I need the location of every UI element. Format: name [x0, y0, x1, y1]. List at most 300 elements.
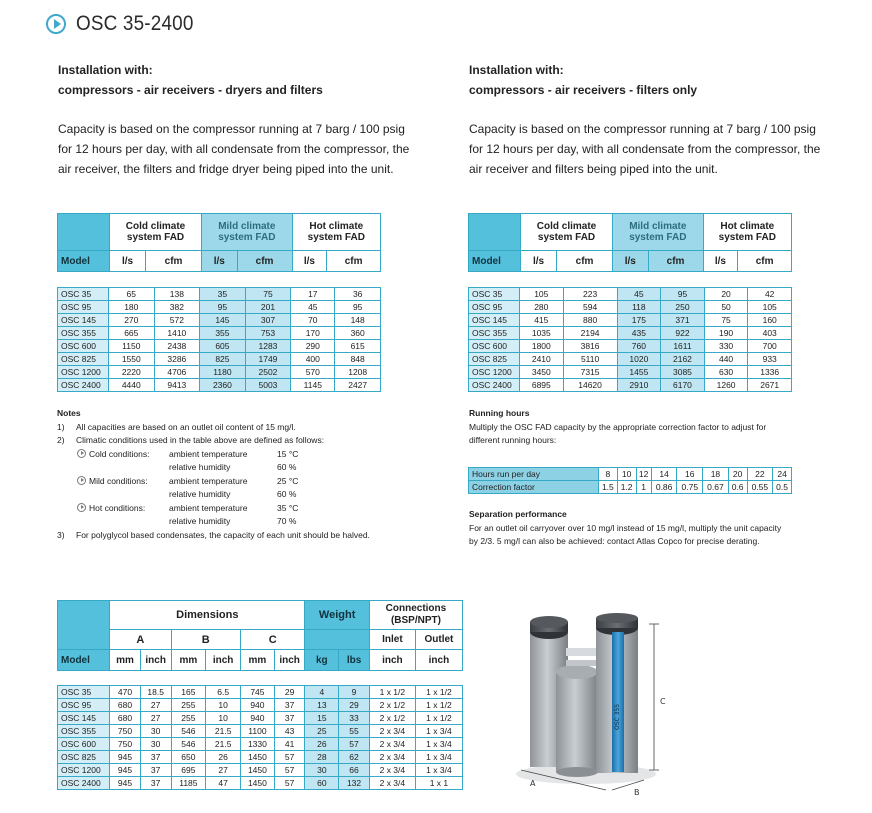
- right-heading-1: Installation with:: [469, 63, 564, 77]
- table-row: [58, 712, 463, 725]
- value-cell: 1455: [617, 366, 661, 379]
- left-paragraph: [58, 119, 418, 179]
- condition-name: Mild conditions:: [89, 475, 148, 486]
- value-cell: 470: [110, 686, 141, 699]
- value-cell: 2 x 1/2: [369, 712, 415, 725]
- model-header: Model: [469, 251, 521, 272]
- hours-row-label: Hours run per day: [469, 468, 599, 481]
- header-cell: [58, 630, 110, 650]
- value-cell: 10: [206, 699, 241, 712]
- table-row: [469, 353, 792, 366]
- value-cell: 180: [109, 301, 155, 314]
- unit-header: cfm: [648, 251, 703, 272]
- model-cell: OSC 1200: [58, 366, 109, 379]
- value-cell: 1 x 1/2: [415, 712, 462, 725]
- value-cell: 1 x 1: [415, 777, 462, 790]
- condition-block: [57, 502, 397, 529]
- model-cell: OSC 95: [58, 301, 109, 314]
- model-cell: OSC 95: [58, 699, 110, 712]
- value-cell: 680: [110, 699, 141, 712]
- value-cell: 18.5: [140, 686, 171, 699]
- value-cell: 1100: [241, 725, 275, 738]
- value-cell: 360: [335, 327, 381, 340]
- outlet-header: Outlet: [415, 630, 462, 650]
- value-cell: 2162: [661, 353, 705, 366]
- unit-header: l/s: [292, 251, 327, 272]
- table-row: [58, 777, 463, 790]
- value-cell: 5003: [245, 379, 291, 392]
- table-row: [58, 327, 381, 340]
- model-cell: OSC 1200: [58, 764, 110, 777]
- hours-cell: 22: [747, 468, 773, 481]
- separation-section: [469, 508, 829, 549]
- hot-climate-header: Hot climate system FAD: [703, 214, 791, 251]
- hours-cell: 20: [728, 468, 747, 481]
- value-cell: 546: [171, 725, 206, 738]
- inlet-header: Inlet: [369, 630, 415, 650]
- left-heading-1: Installation with:: [58, 63, 153, 77]
- value-cell: 1150: [109, 340, 155, 353]
- value-cell: 17: [291, 288, 335, 301]
- table-row: [469, 327, 792, 340]
- note-item: [57, 529, 397, 543]
- value-cell: 1 x 3/4: [415, 738, 462, 751]
- value-cell: 29: [339, 699, 370, 712]
- unit-header: cfm: [738, 251, 792, 272]
- table-row: [58, 699, 463, 712]
- model-cell: OSC 35: [469, 288, 520, 301]
- factor-cell: 1.5: [599, 481, 618, 494]
- humidity-value: 60 %: [277, 489, 297, 499]
- value-cell: 1185: [171, 777, 206, 790]
- value-cell: 2671: [748, 379, 792, 392]
- value-cell: 26: [206, 751, 241, 764]
- humidity-label: relative humidity: [169, 516, 231, 526]
- value-cell: 760: [617, 340, 661, 353]
- table-row: [469, 288, 792, 301]
- play-circle-icon: [77, 476, 86, 485]
- value-cell: 3085: [661, 366, 705, 379]
- value-cell: 1020: [617, 353, 661, 366]
- value-cell: 3450: [520, 366, 564, 379]
- value-cell: 1180: [200, 366, 246, 379]
- note-text: All capacities are based on an outlet oil content of 15 mg/l.: [76, 421, 296, 432]
- value-cell: 695: [171, 764, 206, 777]
- value-cell: 945: [110, 764, 141, 777]
- unit-header: inch: [369, 650, 415, 671]
- humidity-label: relative humidity: [169, 489, 231, 499]
- notes-heading: Notes: [57, 408, 81, 418]
- value-cell: 37: [140, 777, 171, 790]
- value-cell: 371: [661, 314, 705, 327]
- table-row: [58, 301, 381, 314]
- condition-name: Hot conditions:: [89, 502, 146, 513]
- value-cell: 4706: [154, 366, 200, 379]
- value-cell: 29: [274, 686, 305, 699]
- value-cell: 2 x 3/4: [369, 764, 415, 777]
- value-cell: 330: [704, 340, 748, 353]
- table-row: [58, 288, 381, 301]
- value-cell: 2 x 3/4: [369, 725, 415, 738]
- unit-header: cfm: [557, 251, 613, 272]
- table-row: [58, 366, 381, 379]
- unit-header: mm: [171, 650, 206, 671]
- value-cell: 7315: [563, 366, 617, 379]
- value-cell: 307: [245, 314, 291, 327]
- value-cell: 170: [291, 327, 335, 340]
- value-cell: 572: [154, 314, 200, 327]
- value-cell: 680: [110, 712, 141, 725]
- model-cell: OSC 1200: [469, 366, 520, 379]
- value-cell: 280: [520, 301, 564, 314]
- separation-heading: Separation performance: [469, 509, 567, 519]
- value-cell: 1550: [109, 353, 155, 366]
- table-row: [58, 353, 381, 366]
- value-cell: 605: [200, 340, 246, 353]
- header-cell: [469, 214, 521, 251]
- value-cell: 75: [704, 314, 748, 327]
- hours-cell: 8: [599, 468, 618, 481]
- left-para-line: Capacity is based on the compressor running at 7 barg / 100 psig: [58, 122, 405, 136]
- product-label: OSC 355: [614, 703, 621, 730]
- value-cell: 4440: [109, 379, 155, 392]
- unit-header: inch: [274, 650, 305, 671]
- value-cell: 57: [274, 777, 305, 790]
- value-cell: 57: [274, 764, 305, 777]
- value-cell: 1611: [661, 340, 705, 353]
- value-cell: 400: [291, 353, 335, 366]
- cold-climate-header: Cold climate system FAD: [110, 214, 202, 251]
- value-cell: 45: [617, 288, 661, 301]
- value-cell: 43: [274, 725, 305, 738]
- left-para-line: for 12 hours per day, with all condensate from the compressor, the: [58, 142, 410, 156]
- separator-unit-drawing: [516, 612, 676, 797]
- note-item: [57, 434, 397, 448]
- note-number: 2): [57, 435, 65, 445]
- value-cell: 30: [140, 738, 171, 751]
- model-cell: OSC 2400: [58, 379, 109, 392]
- value-cell: 1450: [241, 751, 275, 764]
- running-hours-heading: Running hours: [469, 408, 530, 418]
- mild-climate-header: Mild climate system FAD: [202, 214, 293, 251]
- table-row: [58, 686, 463, 699]
- value-cell: 1800: [520, 340, 564, 353]
- value-cell: 6.5: [206, 686, 241, 699]
- factor-cell: 0.86: [651, 481, 677, 494]
- value-cell: 65: [109, 288, 155, 301]
- value-cell: 25: [305, 725, 339, 738]
- value-cell: 700: [748, 340, 792, 353]
- unit-header: cfm: [327, 251, 381, 272]
- header-cell: [58, 214, 110, 251]
- model-cell: OSC 95: [469, 301, 520, 314]
- model-header: Model: [58, 251, 110, 272]
- value-cell: 2 x 3/4: [369, 751, 415, 764]
- right-para-line: Capacity is based on the compressor running at 7 barg / 100 psig: [469, 122, 816, 136]
- value-cell: 2360: [200, 379, 246, 392]
- value-cell: 175: [617, 314, 661, 327]
- value-cell: 37: [140, 764, 171, 777]
- value-cell: 933: [748, 353, 792, 366]
- condition-block: [57, 448, 397, 475]
- factor-cell: 1: [636, 481, 651, 494]
- dim-b-label: B: [634, 788, 640, 797]
- value-cell: 1260: [704, 379, 748, 392]
- conditions-list: [57, 448, 397, 529]
- table-row: [58, 764, 463, 777]
- separation-text: For an outlet oil carryover over 10 mg/l instead of 15 mg/l, multiply the unit capacity: [469, 522, 782, 533]
- condition-name: Cold conditions:: [89, 448, 150, 459]
- model-cell: OSC 2400: [469, 379, 520, 392]
- note-text: For polyglycol based condensates, the capacity of each unit should be halved.: [76, 529, 370, 540]
- value-cell: 382: [154, 301, 200, 314]
- dimensions-group-header: Dimensions: [110, 601, 305, 630]
- value-cell: 1283: [245, 340, 291, 353]
- value-cell: 1450: [241, 764, 275, 777]
- value-cell: 95: [335, 301, 381, 314]
- left-heading-2: compressors - air receivers - dryers and filters: [58, 83, 323, 97]
- header-cell: [305, 630, 369, 650]
- left-capacity-header: [57, 213, 381, 272]
- value-cell: 75: [245, 288, 291, 301]
- value-cell: 1 x 1/2: [369, 686, 415, 699]
- value-cell: 37: [274, 699, 305, 712]
- value-cell: 118: [617, 301, 661, 314]
- hours-cell: 10: [617, 468, 636, 481]
- unit-header: l/s: [110, 251, 146, 272]
- right-capacity-header: [468, 213, 792, 272]
- unit-header: inch: [415, 650, 462, 671]
- value-cell: 940: [241, 699, 275, 712]
- unit-header: mm: [110, 650, 141, 671]
- model-cell: OSC 825: [469, 353, 520, 366]
- value-cell: 6895: [520, 379, 564, 392]
- value-cell: 435: [617, 327, 661, 340]
- value-cell: 615: [335, 340, 381, 353]
- page-title: OSC 35-2400: [76, 12, 194, 35]
- value-cell: 13: [305, 699, 339, 712]
- value-cell: 3286: [154, 353, 200, 366]
- model-cell: OSC 600: [58, 340, 109, 353]
- value-cell: 66: [339, 764, 370, 777]
- value-cell: 1145: [291, 379, 335, 392]
- right-para-line: for 12 hours per day, with all condensate from the compressor, the: [469, 142, 821, 156]
- table-row: [58, 751, 463, 764]
- value-cell: 21.5: [206, 725, 241, 738]
- value-cell: 70: [291, 314, 335, 327]
- value-cell: 41: [274, 738, 305, 751]
- value-cell: 15: [305, 712, 339, 725]
- note-number: 1): [57, 421, 65, 432]
- factor-cell: 0.55: [747, 481, 773, 494]
- value-cell: 594: [563, 301, 617, 314]
- model-cell: OSC 35: [58, 686, 110, 699]
- value-cell: 922: [661, 327, 705, 340]
- value-cell: 14620: [563, 379, 617, 392]
- temperature-label: ambient temperature: [169, 448, 248, 459]
- value-cell: 2 x 3/4: [369, 738, 415, 751]
- title-bar: [46, 12, 207, 36]
- humidity-value: 60 %: [277, 462, 297, 472]
- value-cell: 665: [109, 327, 155, 340]
- temperature-label: ambient temperature: [169, 475, 248, 486]
- model-cell: OSC 825: [58, 353, 109, 366]
- value-cell: 35: [200, 288, 246, 301]
- model-cell: OSC 355: [58, 725, 110, 738]
- play-circle-icon: [77, 503, 86, 512]
- value-cell: 825: [200, 353, 246, 366]
- value-cell: 132: [339, 777, 370, 790]
- hours-cell: 14: [651, 468, 677, 481]
- hours-cell: 16: [677, 468, 703, 481]
- value-cell: 26: [305, 738, 339, 751]
- unit-header: lbs: [339, 650, 370, 671]
- value-cell: 42: [748, 288, 792, 301]
- unit-header: cfm: [237, 251, 292, 272]
- value-cell: 3816: [563, 340, 617, 353]
- value-cell: 190: [704, 327, 748, 340]
- right-para-line: air receiver and filters being piped into the unit.: [469, 162, 718, 176]
- unit-header: cfm: [146, 251, 202, 272]
- right-heading-2: compressors - air receivers - filters only: [469, 83, 698, 97]
- factor-row-label: Correction factor: [469, 481, 599, 494]
- value-cell: 57: [339, 738, 370, 751]
- model-cell: OSC 355: [58, 327, 109, 340]
- value-cell: 1330: [241, 738, 275, 751]
- value-cell: 50: [704, 301, 748, 314]
- table-row: [58, 379, 381, 392]
- dimensions-header: [57, 600, 463, 671]
- value-cell: 1410: [154, 327, 200, 340]
- value-cell: 1450: [241, 777, 275, 790]
- unit-header: l/s: [521, 251, 557, 272]
- unit-header: mm: [241, 650, 275, 671]
- table-row: [58, 314, 381, 327]
- dim-c-header: C: [241, 630, 305, 650]
- table-row: [469, 301, 792, 314]
- unit-header: inch: [206, 650, 241, 671]
- value-cell: 2427: [335, 379, 381, 392]
- value-cell: 750: [110, 725, 141, 738]
- value-cell: 105: [748, 301, 792, 314]
- separation-text: by 2/3. 5 mg/l can also be achieved: contact Atlas Copco for precise derating.: [469, 536, 760, 546]
- value-cell: 403: [748, 327, 792, 340]
- value-cell: 45: [291, 301, 335, 314]
- table-row: [58, 340, 381, 353]
- condition-label: [77, 475, 169, 489]
- dimensions-table: [57, 685, 463, 790]
- value-cell: 27: [206, 764, 241, 777]
- right-paragraph: [469, 119, 829, 179]
- model-cell: OSC 355: [469, 327, 520, 340]
- factor-cell: 0.75: [677, 481, 703, 494]
- value-cell: 10: [206, 712, 241, 725]
- model-cell: OSC 145: [469, 314, 520, 327]
- dim-b-header: B: [171, 630, 241, 650]
- value-cell: 95: [200, 301, 246, 314]
- mild-climate-header: Mild climate system FAD: [613, 214, 704, 251]
- value-cell: 2910: [617, 379, 661, 392]
- value-cell: 440: [704, 353, 748, 366]
- connections-label: Connections: [385, 603, 447, 615]
- value-cell: 9413: [154, 379, 200, 392]
- condition-block: [57, 475, 397, 502]
- value-cell: 30: [305, 764, 339, 777]
- value-cell: 36: [335, 288, 381, 301]
- note-item: [57, 421, 397, 435]
- value-cell: 201: [245, 301, 291, 314]
- value-cell: 1 x 3/4: [415, 751, 462, 764]
- play-circle-icon: [46, 14, 66, 34]
- value-cell: 745: [241, 686, 275, 699]
- value-cell: 145: [200, 314, 246, 327]
- value-cell: 138: [154, 288, 200, 301]
- dim-a-header: A: [110, 630, 171, 650]
- temperature-value: 35 °C: [277, 502, 299, 513]
- value-cell: 940: [241, 712, 275, 725]
- value-cell: 2194: [563, 327, 617, 340]
- value-cell: 28: [305, 751, 339, 764]
- value-cell: 5110: [563, 353, 617, 366]
- value-cell: 30: [140, 725, 171, 738]
- value-cell: 1208: [335, 366, 381, 379]
- connections-group-header: [369, 601, 462, 630]
- model-cell: OSC 145: [58, 314, 109, 327]
- right-capacity-table: [468, 287, 792, 392]
- value-cell: 33: [339, 712, 370, 725]
- table-row: [58, 738, 463, 751]
- value-cell: 848: [335, 353, 381, 366]
- value-cell: 1 x 3/4: [415, 764, 462, 777]
- value-cell: 9: [339, 686, 370, 699]
- value-cell: 1749: [245, 353, 291, 366]
- value-cell: 250: [661, 301, 705, 314]
- table-row: [58, 725, 463, 738]
- value-cell: 21.5: [206, 738, 241, 751]
- humidity-value: 70 %: [277, 516, 297, 526]
- value-cell: 57: [274, 751, 305, 764]
- temperature-value: 15 °C: [277, 448, 299, 459]
- condition-label: [77, 448, 169, 462]
- dim-a-label: A: [530, 779, 536, 788]
- temperature-label: ambient temperature: [169, 502, 248, 513]
- value-cell: 2502: [245, 366, 291, 379]
- unit-header: inch: [140, 650, 171, 671]
- humidity-label: relative humidity: [169, 462, 231, 472]
- table-row: [469, 340, 792, 353]
- value-cell: 255: [171, 699, 206, 712]
- running-hours-text: Multiply the OSC FAD capacity by the appropriate correction factor to adjust for: [469, 421, 767, 432]
- factor-cell: 0.6: [728, 481, 747, 494]
- value-cell: 60: [305, 777, 339, 790]
- model-header: Model: [58, 650, 110, 671]
- model-cell: OSC 35: [58, 288, 109, 301]
- unit-header: l/s: [703, 251, 738, 272]
- value-cell: 6170: [661, 379, 705, 392]
- value-cell: 105: [520, 288, 564, 301]
- play-circle-icon: [77, 449, 86, 458]
- left-capacity-table: [57, 287, 381, 392]
- dim-c-label: C: [660, 697, 666, 706]
- value-cell: 945: [110, 751, 141, 764]
- value-cell: 570: [291, 366, 335, 379]
- value-cell: 4: [305, 686, 339, 699]
- value-cell: 55: [339, 725, 370, 738]
- note-number: 3): [57, 529, 65, 540]
- value-cell: 1336: [748, 366, 792, 379]
- value-cell: 27: [140, 712, 171, 725]
- unit-header: l/s: [613, 251, 649, 272]
